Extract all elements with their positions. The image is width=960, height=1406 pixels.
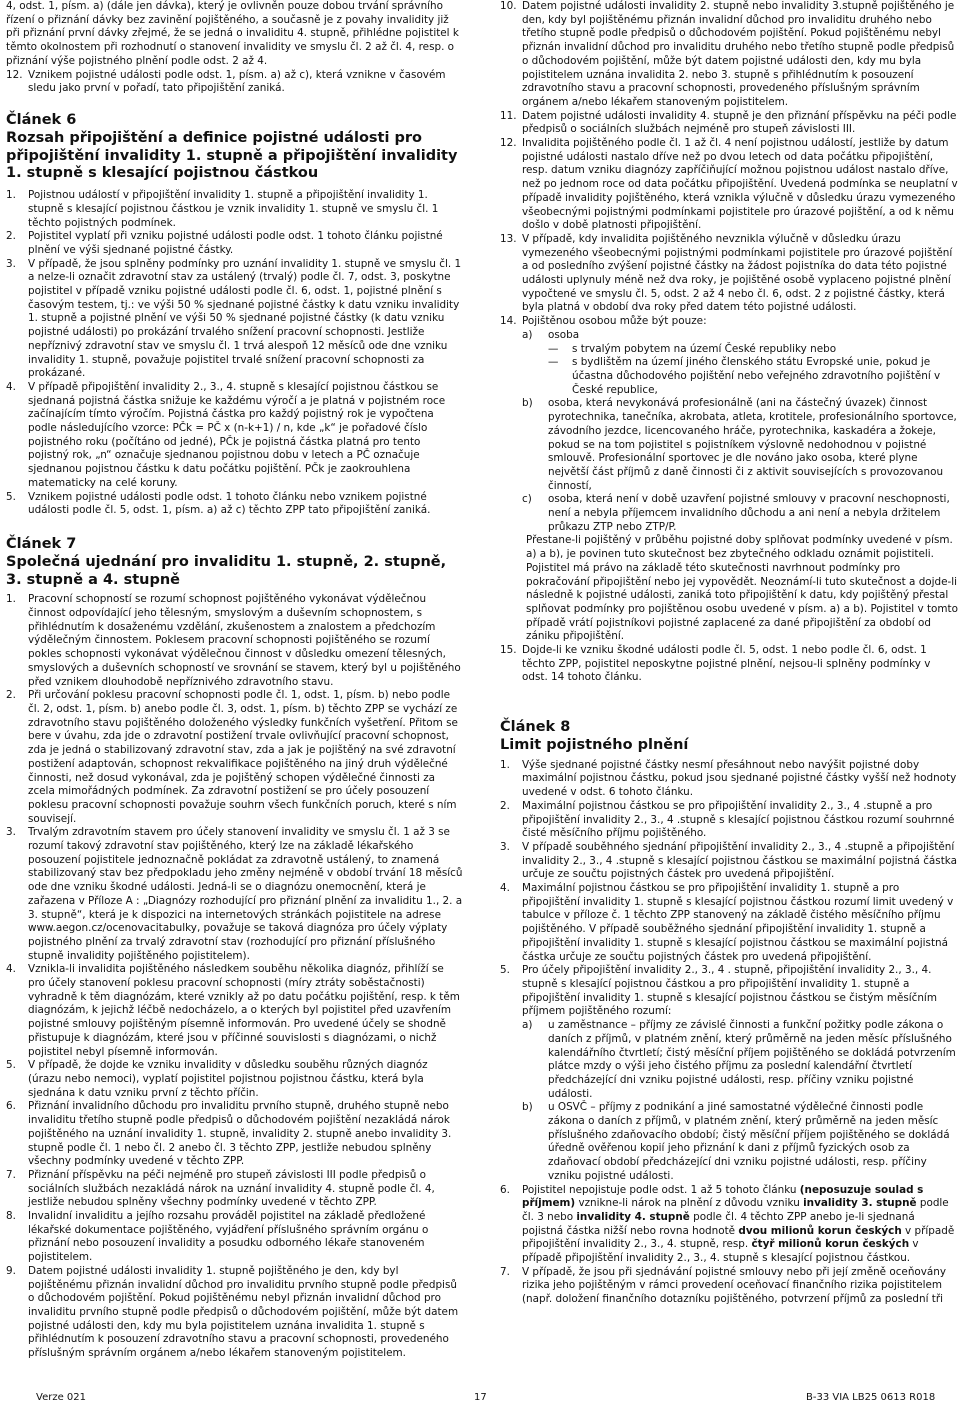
list-item: [500, 233, 958, 315]
item-text: V případě, že jsou splněny podmínky pro uznání invalidity 1. stupně ve smyslu čl. 1 a nelze-li označit zdravotní stav za ustálený (trvalý) podle čl. 7, odst. 3, poskytne pojistitel v případě vzniku pojistné události podle čl. 6, odst. 1, pojistné plnění s časovým testem, tj.: ve výši 50 % sjednané pojistné částky k datu vzniku invalidity 1. stupně a pojistné plnění ve výši 50 % sjednané pojistné částky (k datu vzniku pojistné události) po prokázání trvalého snížení pracovní schopnosti. Jestliže nepříznivý zdravotní stav ve smyslu čl. 1 trvá alespoň 12 měsíců ode dne vzniku invalidity 1. stupně, považuje pojistitel trvalé snížení pracovní schopnosti za prokázané.: [28, 257, 462, 380]
dash-item: [548, 343, 958, 357]
item-text: Při určování poklesu pracovní schopnosti podle čl. 1, odst. 1, písm. b) nebo podle čl. 2, odst. 1, písm. b) anebo podle čl. 3, odst. 1, písm. b) těchto ZPP se vychází ze zdravotního stavu pojištěného doloženého výsledky funkčních vyšetření. Přitom se bere v úvahu, zda jde o zdravotní postižení trvale ovlivňující pracovní schopnost, zda je jedná o stabilizovaný zdravotní stav, zda a jak je pojištěný na své zdravotní postižení adaptován, schopnost rekvalifikace pojištěného na jiný druh výdělečné činnosti, než dosud vykonával, zda je pojištěný schopen výdělečné činnosti za zcela mimořádných podmínek. Za zdravotní postižení se pro účely posouzení poklesu pracovní schopnosti považuje souhrn všech funkčních poruch, které s ním souvisejí.: [28, 689, 458, 825]
item-number: 14.: [500, 315, 517, 328]
list-item: [500, 964, 958, 1019]
list-item: [500, 841, 958, 882]
article-heading: Článek 7: [6, 535, 77, 552]
list-item: [6, 491, 464, 518]
dash-item-text: s trvalým pobytem na území České republiky nebo: [572, 342, 837, 355]
article-heading: Limit pojistného plnění: [500, 736, 689, 753]
sub-item-letter: c): [522, 493, 532, 506]
sub-item-text: u OSVČ – příjmy z podnikání a jiné samostatné výdělečné činnosti podle zákona o daních z příjmů, v platném znění, který průměrně na jeden měsíc příslušného zdaňovacího období; čistý měsíční příjem pojištěného se dokládá úředně ověřenou kopií jeho přiznání k dani z příjmů fyzických osob za zdaňovací období předcházející dni vzniku pojistné události, resp. příčiny vzniku pojistné události.: [548, 1101, 950, 1182]
list-item: [500, 759, 958, 800]
item-text: Pro účely připojištění invalidity 2., 3., 4 . stupně, připojištění invalidity 2., 3., 4. stupně s klesající pojistnou částkou a pro připojištění invalidity 1. stupně a připojištění invalidity 1. stupně s klesající pojistnou částkou se čistým měsíčním příjmem pojištěného rozumí:: [522, 964, 937, 1018]
item-number: 7.: [500, 1265, 510, 1278]
item-number: 1.: [6, 593, 16, 606]
list-item: [6, 1210, 464, 1265]
sub-item: [522, 397, 958, 493]
item-text: Výše sjednané pojistné částky nesmí přesáhnout nebo navýšit pojistné doby maximální pojistnou částku, pokud jsou sjednané pojistné částky vyšší než hodnoty uvedené v odst. 6 tohoto článku.: [522, 758, 957, 799]
item-text: V případě, že dojde ke vzniku invalidity v důsledku souběhu různých diagnóz (úrazu nebo nemoci), vyplatí pojistitel pojistnou pojistnou částku, která byla sjednána k datu vzniku první z těchto příčin.: [28, 1059, 428, 1099]
item-text: Invalidní invaliditu a jejího rozsahu prováděl pojistitel na základě předložené lékařské dokumentace pojištěného, vyjádření příslušného správním orgánu o přiznání nebo posouzení invalidity a posudku odborného lékaře stanoveném pojistitelem.: [28, 1210, 429, 1264]
item-number: 4.: [6, 963, 16, 976]
item-text: V případě, kdy invalidita pojištěného nevznikla výlučně v důsledku úrazu vymezeného všeobecnými pojistnými podmínkami pojistitele pro úrazové pojištění a od posledního zvýšení pojistné částky na žádost pojistníka do data této pojistné události uplynuly méně než dva roky, je pojištěné osobě vyplaceno pojistné plnění vypočtené ve smyslu čl. 5, odst. 2 až 4 nebo čl. 6, odst. 2 z pojistné částky, která byla platná v období dva roky před datem této pojistné události.: [522, 232, 953, 314]
item-number: 5.: [500, 964, 510, 977]
sub-item-text: osoba, která nevykonává profesionálně (ani na částečný úvazek) činnost pyrotechnika, tanečníka, akrobata, atleta, krotitele, profesionálního sportovce, závodního jezdce, licencovaného hráče, pyrotechnika, kaskadéra a žokeje, pokud se na tom pojistitel s pojistníkem výslovně nedohodnou v pojistné smlouvě. Profesionální sportovec je dle nováno jako osoba, které plyne největší část příjmů z daně činnosti či z aktivit souvisejících s provozovanou činností,: [548, 397, 957, 492]
dash-marker: —: [548, 342, 559, 355]
item-number: 2.: [6, 230, 16, 243]
article-heading: Rozsah připojištění a definice pojistné události pro připojištění invalidity 1. stupně a připojištění invalidity 1. stupně s klesající pojistnou částkou: [6, 129, 458, 182]
list-item: [500, 1184, 958, 1266]
list-item: [500, 110, 958, 137]
paragraph: 4, odst. 1, písm. a) (dále jen dávka), který je ovlivněn pouze dobou trvání správního řízení o přiznání dávky bez zavinění pojištěného, a současně je z povahy invalidity již při přiznání první dávky zřejmé, že se jedná o invaliditu 4. stupně, přihlédne pojistitel k těmto okolnostem při rozhodnutí o stanovení invalidity ve smyslu čl. 2 až čl. 4, resp. o přiznání výše pojistného plnění podle odst. 2 až 4.: [6, 0, 459, 67]
sub-item-letter: a): [522, 1019, 533, 1032]
item-number: 6.: [500, 1183, 510, 1196]
dash-item-text: s bydlištěm na území jiného členského státu Evropské unie, pokud je účastna důchodového pojištění nebo veřejného zdravotního pojištění v České republice,: [572, 356, 941, 396]
item-number: 10.: [500, 0, 517, 12]
item-number: 5.: [6, 1059, 16, 1072]
item-text: Trvalým zdravotním stavem pro účely stanovení invalidity ve smyslu čl. 1 až 3 se rozumí takový zdravotní stav pojištěného, který lze na základě lékařského posouzení pojistitele jednoznačně pokládat za zdravotně ustálený, to znamená stabilizovaný stav bez předpokladu jeho změny nejméně v období trvání 18 měsíců ode dne vzniku škodné události. Jedná-li se o diagnózu onemocnění, která je zařazena v Příloze A : „Diagnózy rozhodující pro přiznání plnění za invaliditu 1., 2. a 3. stupně“, která je k dispozici na internetových stránkách pojistitele na adrese www.aegon.cz/ocenovacitabulky, považuje se taková diagnóza pro účely výplaty pojistného plnění za trvalý zdravotní stav (rozhodující pro přiznání příslušného stupně invalidity pojištěného pojistitelem).: [28, 826, 463, 962]
item-number: 2.: [6, 689, 16, 702]
footer-version: Verze 021: [36, 1392, 86, 1403]
item-number: 1.: [6, 189, 16, 202]
sub-item: [522, 1101, 958, 1183]
item-text: Pojistnou událostí v připojištění invalidity 1. stupně a připojištění invalidity 1. stupně s klesající pojistnou částkou je vznik invalidity 1. stupně ve smyslu čl. 1 těchto pojistných podmínek.: [28, 189, 439, 229]
item-number: 2.: [500, 799, 510, 812]
item-text: Pojištěnou osobou může být pouze:: [522, 315, 707, 328]
item-number: 5.: [6, 490, 16, 503]
paragraph: Přestane-li pojištěný v průběhu pojistné doby splňovat podmínky uvedené v písm. a) a b), je povinen tuto skutečnost bez zbytečného odkladu oznámit pojistiteli. Pojistitel má právo na základě této skutečnosti navrhnout podmínky pro pokračování připojištění nebo jej vypovědět. Neoznámí-li tuto skutečnost a dojde-li následně k pojistné události, zaniká toto připojištění k datu, kdy pojištěný přestal splňovat podmínky pro pojištěnou osobu uvedené v písm. a) a b). Pojistitel v tomto případě vrátí pojistníkovi pojistné zaplacené za dané připojištění za období od zániku připojištění.: [526, 534, 958, 643]
item-text: Pojistitel vyplatí při vzniku pojistné události podle odst. 1 tohoto článku pojistné plnění ve výši sjednané pojistné částky.: [28, 230, 443, 256]
footer-document-code: B-33 VIA LB25 0613 R018: [806, 1392, 936, 1403]
sub-item-text: u zaměstnance – příjmy ze závislé činnosti a funkční požitky podle zákona o daních z příjmů, v platném znění, který průměrně na jeden měsíc příslušného kalendářního čtvrtletí; čistý měsíční příjem pojištěného se dokládá potvrzením plátce mzdy o výši jeho čistého příjmu za poslední kalendářní čtvrtletí předcházející dni vzniku pojistné události, resp. příčiny vzniku pojistné události.: [548, 1019, 956, 1100]
item-number: 8.: [6, 1210, 16, 1223]
item-text: Dojde-li ke vzniku škodné události podle čl. 5, odst. 1 nebo podle čl. 6, odst. 1 těchto ZPP, pojistitel neposkytne pojistné plnění, nejsou-li splněny podmínky v odst. 14 tohoto článku.: [522, 644, 931, 684]
item-number: 3.: [500, 840, 510, 853]
item-text: Vznikla-li invalidita pojištěného následkem souběhu několika diagnóz, přihlíží se pro účely stanovení poklesu pracovní schopnosti (míry ztráty soběstačnosti) vyhradně k těm diagnózám, které vznikly až po datu počátku pojištění, resp. k těm diagnózám, k jejichž léčbě nedocházelo, a o kterých byl pojistitel před uzavřením pojistné smlouvy pojištěným písemně informován. Pro uvedené účely se shodně přistupuje k diagnózám, které jsou v příčinné souvislosti s diagnózami, o nichž pojistitel nebyl písemně informován.: [28, 963, 460, 1058]
list-item: [6, 69, 464, 96]
sub-item-letter: b): [522, 397, 533, 410]
item-text: Maximální pojistnou částkou se pro připojištění invalidity 1. stupně a pro připojištění invalidity 1. stupně s klesající pojistnou částkou rozumí limit uvedený v tabulce v příloze č. 1 těchto ZPP stanovený na základě čistého měsíčního příjmu pojištěného. V případě souběžného sjednání připojištění invalidity 1. stupně a připojištění invalidity 1. stupně s klesající pojistnou částkou se maximální pojistná částka určuje ze součtu pojistných částek pro uvedená připojištění.: [522, 882, 954, 963]
list-item: [500, 315, 958, 329]
sub-item-letter: a): [522, 328, 533, 341]
item-number: 13.: [500, 232, 517, 245]
list-item: [6, 689, 464, 826]
list-item: [6, 258, 464, 381]
dash-marker: —: [548, 356, 559, 369]
item-number: 12.: [500, 137, 517, 150]
item-text: Maximální pojistnou částkou se pro připojištění invalidity 2., 3., 4 .stupně a pro připojištění invalidity 2., 3., 4 .stupně s klesající pojistnou částkou rozumí souhrnné čisté měsíčního příjmu pojištěného.: [522, 799, 955, 840]
item-number: 9.: [6, 1264, 16, 1277]
list-item: [500, 1266, 958, 1307]
item-number: 4.: [6, 380, 16, 393]
item-text: V případě připojištění invalidity 2., 3., 4. stupně s klesající pojistnou částkou se sjednaná pojistná částka snižuje ke každému výročí a je platná v pojistném roce začínajícím tímto výročím. Pojistná částka pro každý pojistný rok je vypočtena podle následujícího vzorce: PČk = PČ x (n-k+1) / n, kde „k“ je pořadové číslo pojistného roku (počítáno od jedné), PČk je pojistná částka platná pro tento pojistný rok, „n“ označuje sjednanou pojistnou dobu v letech a PČ označuje sjednanou pojistnou částku k datu počátku pojištění. PČk je zaokrouhlena matematicky na celé koruny.: [28, 380, 446, 489]
item-text: Invalidita pojištěného podle čl. 1 až čl. 4 není pojistnou událostí, jestliže by datum pojistné události nastalo dříve než po dvou letech od data počátku připojištění, resp. datum vzniku diagnózy zapříčiňující možnou pojistnou událost nastalo dříve, než po jednom roce od data počátku připojištění. Uvedená podmínka se neuplatní v případě invalidity pojištěného, která vznikla výlučně v důsledku úrazu vymezeného všeobecnými pojistnými podmínkami pojistitele pro úrazové pojištění, a od k němu došlo v době platnosti připojištění.: [522, 137, 958, 232]
right-column: [500, 0, 958, 1307]
sub-item-letter: b): [522, 1101, 533, 1114]
item-number: 1.: [500, 758, 510, 771]
item-text: Datem pojistné události invalidity 2. stupně nebo invalidity 3.stupně pojištěného je den, kdy byl pojištěnému přiznán invalidní důchod pro invaliditu druhého nebo třetího stupně podle předpisů o důchodovém pojištění. Pokud pojištěnému nebyl přiznán invalidní důchod pro invaliditu druhého nebo třetího stupně podle předpisů o důchodovém pojištění, může být datem pojistné události den, kdy mu byla pojistitelem uznána invalidita 2. nebo 3. stupně s přihlédnutím k posouzení zdravotního stavu a pracovní schopnosti, provedeného příslušným správním orgánem a/nebo lékařem stanoveným pojistitelem.: [522, 0, 955, 108]
list-item: [6, 593, 464, 689]
item-text: Vznikem pojistné události podle odst. 1 tohoto článku nebo vznikem pojistné události podle čl. 5, odst. 1, písm. a) až c) těchto ZPP tato připojištění zaniká.: [28, 490, 431, 517]
list-item: [6, 1059, 464, 1100]
left-column: [6, 0, 464, 1361]
list-item: [6, 189, 464, 230]
item-text: V případě, že jsou při sjednávání pojistné smlouvy nebo při její změně oceňovány rizika jeho pojištěným v rámci provedení oceňovací finančního rizika pojistitelem (např. doložení finančního dotazníku pojištěného, potvrzení příjmů za poslední tři: [522, 1265, 947, 1306]
item-text: Pracovní schopností se rozumí schopnost pojištěného vykonávat výdělečnou činnost odpovídající jeho tělesným, smyslovým a duševním schopnostem, s přihlédnutím k dosaženému vzdělání, zkušenostem a znalostem a předchozím výdělečným činnostem. Poklesem pracovní schopnosti pojištěného se rozumí pokles schopnosti vykonávat výdělečnou činnost v důsledku omezení tělesných, smyslových a duševních schopností ve srovnání se stavem, který byl u pojištěného před vznikem dlouhodobě nepříznivého zdravotního stavu.: [28, 593, 461, 688]
item-text: Vznikem pojistné události podle odst. 1, písm. a) až c), která vznikne v časovém sledu jako první v pořadí, tato připojištění zaniká.: [28, 68, 446, 95]
item-text: Datem pojistné události invalidity 1. stupně pojištěného je den, kdy byl pojištěnému přiznán invalidní důchod pro invaliditu prvního stupně podle předpisů o důchodovém pojištění. Pokud pojištěnému nebyl přiznán invalidní důchod pro invaliditu prvního stupně podle předpisů o důchodovém pojištění, může být datem pojistné události den, kdy mu byla pojistitelem uznána invalidita 1. stupně s přihlédnutím k posouzení zdravotního stavu a pracovní schopnosti, provedeného příslušným správním orgánem a/nebo lékařem stanoveným pojistitelem.: [28, 1264, 459, 1360]
item-number: 3.: [6, 257, 16, 270]
list-item: [500, 137, 958, 233]
item-text: Pojistitel nepojistuje podle odst. 1 až 5 tohoto článku (neposuzuje soulad s příjmem) vznikne-li nárok na plnění z důvodu vzniku invalidity 3. stupně podle čl. 3 nebo invalidity 4. stupně podle čl. 4 těchto ZPP anebo je-li sjednaná pojistná částka nižší nebo rovna hodnotě dvou milionů korun českých v případě připojištění invalidity 2., 3., 4. stupně, resp. čtyř milionů korun českých v případě připojištění invalidity 2., 3., 4. stupně s klesající pojistnou částkou.: [522, 1183, 955, 1265]
item-number: 7.: [6, 1168, 16, 1181]
item-text: Datem pojistné události invalidity 4. stupně je den přiznání příspěvku na péči podle předpisů o sociálních službách nejméně pro stupeň závislosti III.: [522, 109, 957, 136]
list-item: [500, 0, 958, 110]
sub-item-text: osoba, která není v době uzavření pojistné smlouvy v pracovní neschopnosti, není a nebyla příjemcem invalidního důchodu a ani není a nebyla držitelem průkazu ZTP nebo ZTP/P.: [548, 493, 950, 533]
list-item: [6, 1169, 464, 1210]
item-number: 6.: [6, 1100, 16, 1113]
list-item: [6, 963, 464, 1059]
item-number: 3.: [6, 826, 16, 839]
item-number: 4.: [500, 882, 510, 895]
list-item: [500, 882, 958, 964]
sub-item-text: osoba: [548, 328, 580, 341]
footer-page-number: 17: [474, 1392, 487, 1403]
sub-item: [522, 1019, 958, 1101]
item-text: Přiznání příspěvku na péči nejméně pro stupeň závislosti III podle předpisů o sociálních službách nezakládá nárok na uznání invalidity 4. stupně podle čl. 4, jestliže nebudou splněny všechny podmínky uvedené v těchto ZPP.: [28, 1168, 435, 1209]
sub-item: [522, 329, 958, 343]
list-item: [6, 381, 464, 491]
list-item: [6, 1100, 464, 1169]
dash-item: [548, 356, 958, 397]
list-item: [6, 230, 464, 257]
article-heading: Článek 6: [6, 111, 77, 128]
item-number: 12.: [6, 68, 23, 81]
list-item: [500, 800, 958, 841]
list-item: [6, 826, 464, 963]
list-item: [500, 644, 958, 685]
article-heading: Článek 8: [500, 719, 571, 736]
item-text: Přiznání invalidního důchodu pro invaliditu prvního stupně, druhého stupně nebo invaliditu třetího stupně podle předpisů o důchodovém pojištění nezakládá nárok pojištěného na uznání invalidity 1. stupně, invalidity 2. stupně anebo invalidity 3. stupně podle čl. 1 nebo čl. 2 anebo čl. 3 těchto ZPP, jestliže nebudou splněny všechny podmínky uvedené v těchto ZPP.: [28, 1100, 452, 1168]
list-item: [6, 1265, 464, 1361]
item-number: 15.: [500, 644, 517, 657]
article-heading: Společná ujednání pro invaliditu 1. stupně, 2. stupně, 3. stupně a 4. stupně: [6, 553, 447, 588]
item-number: 11.: [500, 109, 517, 122]
item-text: V případě souběhného sjednání připojištění invalidity 2., 3., 4 .stupně a připojištění invalidity 2., 3., 4 .stupně s klesající pojistnou částkou se maximální pojistná částka určuje ze součtu pojistných částek pro uvedená připojištění.: [522, 840, 957, 881]
sub-item: [522, 493, 958, 534]
